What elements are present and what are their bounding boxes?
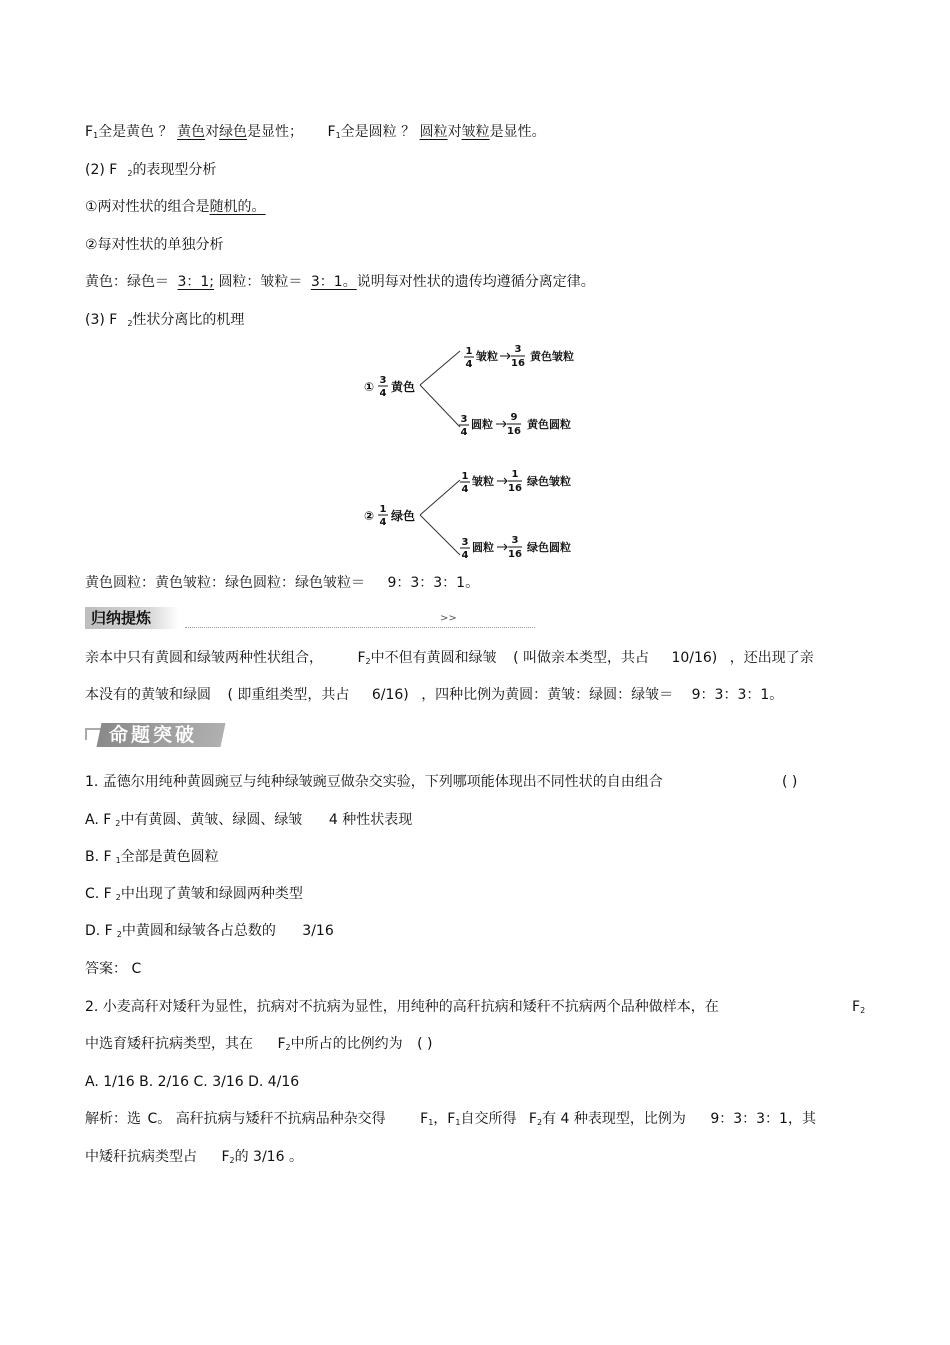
text: 中所占的比例约为 [290,1036,403,1052]
arrow-icon [497,478,507,484]
group2-text: 绿色 [391,509,416,523]
text: 本没有的黄皱和绿圆 [85,687,211,703]
fraction-num: 1 [465,346,473,357]
text: 对 [447,124,462,140]
fraction-den: 16 [511,358,525,369]
text: ，还出现了亲 [729,650,814,666]
text: 黄色：绿色＝ [85,274,169,290]
text: 6/16) [371,687,409,703]
group2-label: ② [364,509,375,523]
text: 全部是黄色圆粒 [120,849,219,865]
text: 9：3：3：1。 [387,575,480,591]
text: ( 叫做亲本类型，共占 [513,650,649,666]
text: F [852,999,861,1015]
text: ，F [433,1111,456,1127]
text-line [85,197,266,217]
question-1-stem [85,772,663,792]
text: 的 3/16 。 [234,1149,303,1165]
option-b [85,847,219,871]
text: (2) F [85,162,118,178]
text: 全是圆粒 ？ [340,124,416,140]
fraction-den: 16 [507,426,521,437]
subscript: 1 [115,856,121,865]
text-line [85,573,479,593]
subscript: 2 [365,657,371,666]
result-text: 黄色皱粒 [530,350,574,363]
options: A. 1/16 B. 2/16 C. 3/16 D. 4/16 [85,1074,300,1090]
text: F [85,124,94,140]
text: 圆粒：皱粒＝ [218,274,303,290]
text-line [85,648,814,672]
underlined-text: 黄色 [177,124,206,140]
text-line [85,160,216,184]
text: F [528,1111,537,1127]
text: D. F [85,923,113,939]
double-arrow-icon: >> [440,613,457,624]
subscript: 2 [127,319,133,328]
text: F [420,1111,429,1127]
text: B. F [85,849,112,865]
text: F [327,124,336,140]
trait-text: 圆粒 [472,541,494,554]
text: ②每对性状的单独分析 [85,237,224,253]
text: 亲本中只有黄圆和绿皱两种性状组合， [85,650,323,666]
subscript: 2 [115,819,121,828]
section-title-box [96,723,225,747]
underlined-text: 皱粒 [461,124,490,140]
trait-text: 皱粒 [472,475,494,488]
text-line [85,122,546,146]
text: C。 [147,1111,172,1127]
text: 10/16) [671,650,718,666]
text: A. F [85,812,112,828]
fraction-num: 1 [379,504,387,515]
option-d [85,921,334,945]
subscript: 2 [285,1043,291,1052]
result-text: 绿色皱粒 [527,475,571,488]
question-2-stem-cont [85,1034,432,1058]
text: 黄色圆粒：黄色皱粒：绿色圆粒：绿色皱粒＝ [85,575,365,591]
option-a [85,810,412,834]
fraction-num: 3 [461,537,469,548]
subscript: 2 [229,1156,235,1165]
underlined-text: 绿色 [219,124,248,140]
underlined-text: 圆粒 [419,124,448,140]
option-c [85,884,303,908]
underlined-text: 3：1; [177,274,214,290]
text: 2. 小麦高秆对矮秆为显性，抗病对不抗病为显性，用纯种的高秆抗病和矮秆不抗病两个品种做样本，在 [85,999,719,1015]
explanation-cont [85,1147,303,1171]
text: 中黄圆和绿皱各占总数的 [121,923,276,939]
text: F [221,1149,230,1165]
text: 全是黄色 ？ [98,124,173,140]
fraction-den: 16 [508,549,522,560]
text: 1. 孟德尔用纯种黄圆豌豆与纯种绿皱豌豆做杂交实验，下列哪项能体现出不同性状的自由组合 [85,774,663,790]
fraction-num: 3 [511,535,519,546]
section-header-problems [85,722,233,750]
result-text: 黄色圆粒 [527,418,571,431]
text: 4 种性状表现 [328,812,413,828]
text: (3) F [85,312,118,328]
group1-label: ① [364,380,375,394]
answer: 答案： C [85,961,142,977]
text-line [85,235,224,255]
subscript: 2 [860,1006,866,1015]
text: 中矮秆抗病类型占 [85,1149,197,1165]
fraction-den: 4 [461,550,469,561]
subscript: 1 [455,1118,461,1127]
fraction-den: 4 [460,427,468,438]
trait-text: 皱粒 [476,350,498,363]
fraction-den: 4 [379,517,387,528]
text: C. F [85,886,112,902]
text-line [85,272,595,292]
fraction-num: 9 [510,412,518,423]
arrow-icon [496,421,506,427]
subscript: 2 [115,893,121,902]
subscript: 2 [536,1118,543,1127]
subscript: 1 [93,131,99,140]
text: 的表现型分析 [132,162,217,178]
segregation-diagram [350,335,610,565]
text: ①两对性状的组合是 [85,199,210,215]
underlined-text: 3：1。 [310,274,357,290]
subscript: 2 [116,930,122,939]
text: 是显性； [247,124,304,140]
text: 是显性。 [489,124,546,140]
text: ，四种比例为黄圆：黄皱：绿圆：绿皱＝ [421,687,674,703]
subscript: 1 [335,131,341,140]
text: 高秆抗病与矮秆不抗病品种杂交得 [175,1111,386,1127]
section-title: 归纳提炼 [85,607,179,629]
group1-text: 黄色 [391,380,416,394]
text: 9：3：3：1，其 [710,1111,816,1127]
fraction-num: 1 [461,471,469,482]
arrow-icon [497,544,507,550]
text: 3/16 [302,923,334,939]
text: 性状分离比的机理 [132,312,245,328]
text: 对 [205,124,220,140]
question-2-stem [85,997,719,1017]
text-line [85,310,244,334]
explanation [85,1109,816,1133]
answer-blank: ( ) [417,1036,433,1052]
arrow-icon [500,353,510,359]
text: 中不但有黄圆和绿皱 [370,650,497,666]
fraction-den: 4 [379,388,387,399]
text: 有 4 种表现型，比例为 [542,1111,686,1127]
text [852,997,865,1021]
section-header-summary [85,607,457,629]
text: F [277,1036,286,1052]
underlined-text: 随机的。 [209,199,266,215]
text: 解析：选 [85,1111,141,1127]
text: 中出现了黄皱和绿圆两种类型 [120,886,303,902]
text: 中选育矮秆抗病类型，其在 [85,1036,253,1052]
divider [185,627,535,628]
text: F [357,650,366,666]
fraction-num: 3 [379,375,387,386]
text: 自交所得 [460,1111,517,1127]
text: ( 即重组类型，共占 [227,687,350,703]
fraction-den: 4 [465,359,473,370]
text-line [85,685,783,705]
subscript: 2 [127,169,133,178]
text: 中有黄圆、黄皱、绿圆、绿皱 [120,812,303,828]
text: 9：3：3：1。 [691,687,784,703]
text: 说明每对性状的遗传均遵循分离定律。 [356,274,595,290]
section-title: 命题突破 [109,724,198,746]
fraction-den: 16 [508,483,522,494]
trait-text: 圆粒 [471,418,493,431]
fraction-den: 4 [461,484,469,495]
result-text: 绿色圆粒 [527,541,571,554]
fraction-num: 1 [511,469,519,480]
answer-blank: ( ) [782,774,798,790]
fraction-num: 3 [460,414,468,425]
subscript: 1 [428,1118,434,1127]
fraction-num: 3 [514,344,522,355]
